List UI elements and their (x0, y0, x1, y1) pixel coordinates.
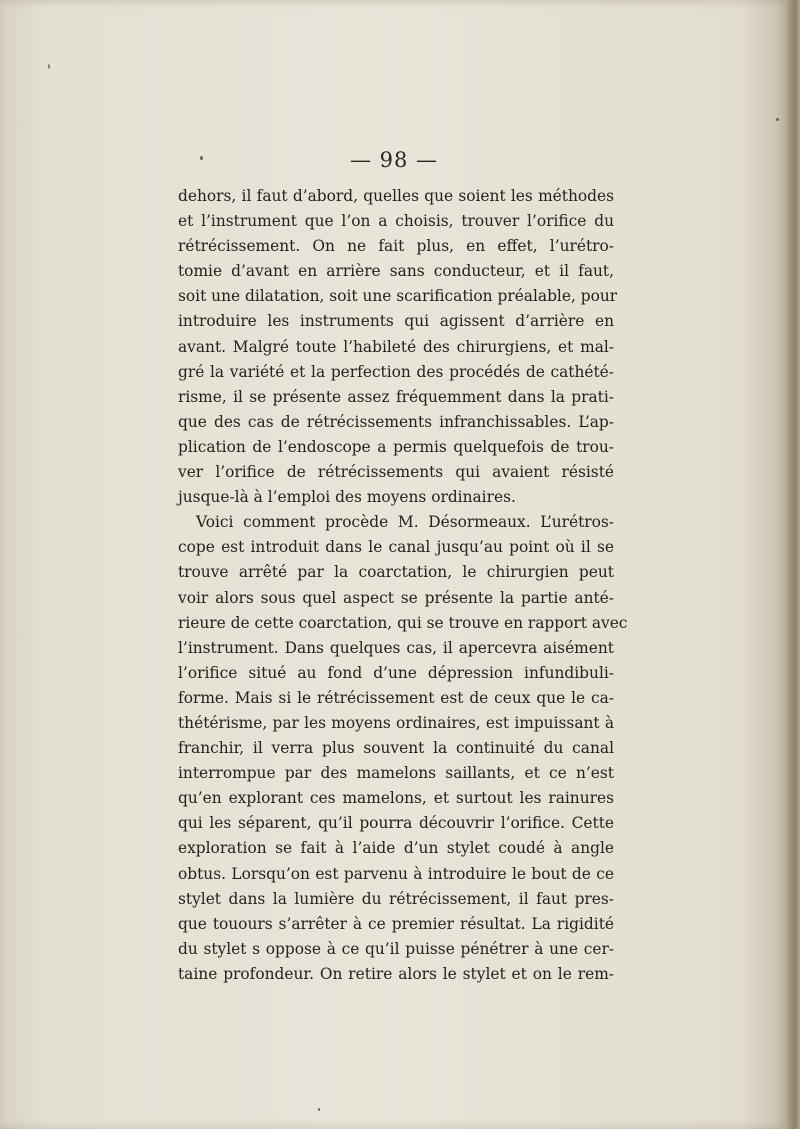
text-line: introduire les instruments qui agissent d’arrière en (178, 312, 614, 331)
text-line: tomie d’avant en arrière sans conducteur, et il faut, (178, 262, 614, 281)
text-line: gré la variété et la perfection des procédés de cathété- (178, 362, 614, 381)
text-line: cope est introduit dans le canal jusqu’au point où il se (178, 538, 614, 557)
text-line: que des cas de rétrécissements infranchissables. L’ap- (178, 412, 614, 431)
paper-speck (48, 64, 50, 69)
text-line: et l’instrument que l’on a choisis, trouver l’orifice du (178, 212, 614, 231)
text-line: soit une dilatation, soit une scarification préalable, pour (178, 287, 618, 306)
text-line: l’instrument. Dans quelques cas, il apercevra aisément (178, 638, 614, 657)
text-line: ver l’orifice de rétrécissements qui avaient résisté (178, 463, 614, 482)
text-line: voir alors sous quel aspect se présente la partie anté- (178, 588, 614, 607)
text-line: avant. Malgré toute l’habileté des chirurgiens, et mal- (178, 337, 614, 356)
text-line: du stylet s oppose à ce qu’il puisse pénétrer à une cer- (178, 939, 614, 958)
page-edge (788, 0, 800, 1129)
text-line: qui les séparent, qu’il pourra découvrir l’orifice. Cette (178, 814, 614, 833)
text-line: rétrécissement. On ne fait plus, en effet, l’urétro- (178, 237, 614, 256)
paragraph-start-line: Voici comment procède M. Désormeaux. L’urétros- (196, 513, 614, 532)
text-line: l’orifice situé au fond d’une dépression infundibuli- (178, 663, 614, 682)
text-line: franchir, il verra plus souvent la continuité du canal (178, 739, 614, 758)
paper-speck (200, 156, 203, 160)
text-line: stylet dans la lumière du rétrécissement, il faut pres- (178, 889, 614, 908)
paper-speck (318, 1108, 320, 1111)
text-line: exploration se fait à l’aide d’un stylet coudé à angle (178, 839, 614, 858)
text-line: dehors, il faut d’abord, quelles que soient les méthodes (178, 187, 614, 205)
text-line: rieure de cette coarctation, qui se trouve en rapport avec (178, 613, 628, 632)
text-line: forme. Mais si le rétrécissement est de ceux que le ca- (178, 688, 614, 707)
text-line: thétérisme, par les moyens ordinaires, est impuissant à (178, 713, 614, 732)
text-line: que touours s’arrêter à ce premier résultat. La rigidité (178, 914, 614, 933)
page-number: — 98 — (349, 148, 439, 172)
paragraph-end-line: jusque-là à l’emploi des moyens ordinaires. (178, 488, 516, 507)
text-line: obtus. Lorsqu’on est parvenu à introduire le bout de ce (178, 864, 614, 883)
text-line: risme, il se présente assez fréquemment dans la prati- (178, 387, 614, 406)
text-line: qu’en explorant ces mamelons, et surtout les rainures (178, 789, 614, 808)
body-text (178, 184, 628, 987)
text-line: interrompue par des mamelons saillants, et ce n’est (178, 764, 614, 783)
text-line: taine profondeur. On retire alors le stylet et on le rem- (178, 964, 614, 983)
paper-speck (776, 118, 779, 121)
text-line: trouve arrêté par la coarctation, le chirurgien peut (178, 563, 614, 582)
text-line: plication de l’endoscope a permis quelquefois de trou- (178, 437, 614, 456)
